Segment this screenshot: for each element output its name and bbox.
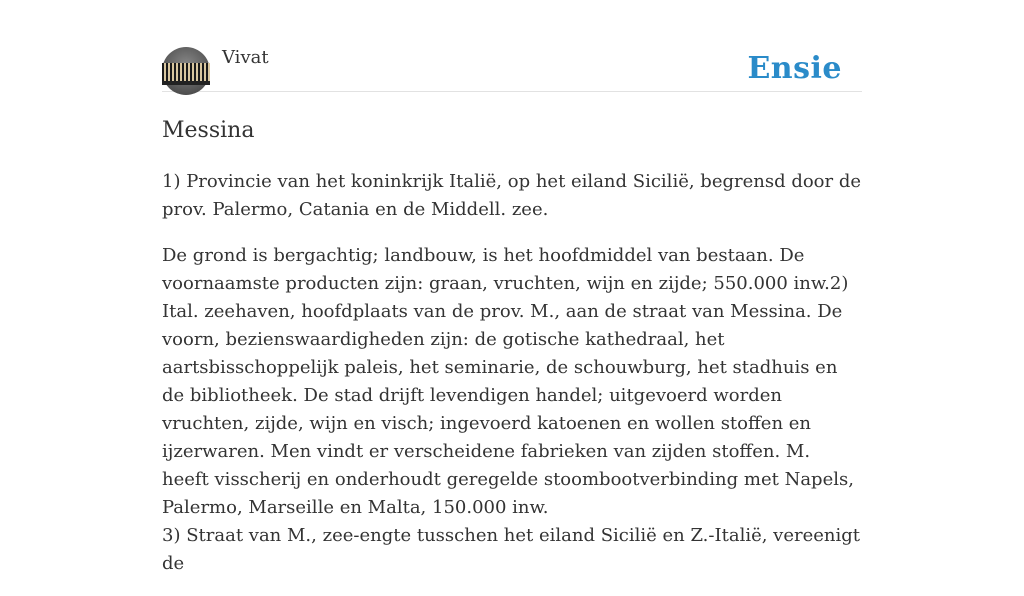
paragraph: 1) Provincie van het koninkrijk Italië, op het eiland Sicilië, begrensd door de prov. Palermo, Catania en de Middell. zee.: [162, 171, 862, 220]
shelf-divider: [162, 81, 210, 85]
page-title: Messina: [162, 118, 255, 143]
author-avatar[interactable]: [162, 47, 210, 95]
page-container: [162, 0, 862, 574]
bookshelf-icon: [162, 63, 210, 81]
author-name[interactable]: Vivat: [222, 47, 269, 68]
paragraph: De grond is bergachtig; landbouw, is het hoofdmiddel van bestaan. De voornaamste producten zijn: graan, vruchten, wijn en zijde; 550.000 inw.2) Ital. zeehaven, hoofdplaats van de prov. M., aan de straat van Messina. De voorn, bezienswaardigheden zijn: de gotische kathedraal, het aartsbisschoppelijk paleis, het seminarie, de schouwburg, het stadhuis en de bibliotheek. De stad drijft levendigen handel; uitgevoerd worden vruchten, zijde, wijn en visch; ingevoerd katoenen en wollen stoffen en ijzerwaren. Men vindt er verscheidene fabrieken van zijden stoffen. M. heeft visscherij en onderhoudt geregelde stoombootverbinding met Napels, Palermo, Marseille en Malta, 150.000 inw.: [162, 245, 854, 518]
brand-logo[interactable]: Ensie: [747, 51, 842, 86]
article-body: [162, 168, 862, 596]
paragraph: 3) Straat van M., zee-engte tusschen het eiland Sicilië en Z.-Italië, vereenigt de: [162, 525, 861, 574]
header: [162, 0, 862, 92]
